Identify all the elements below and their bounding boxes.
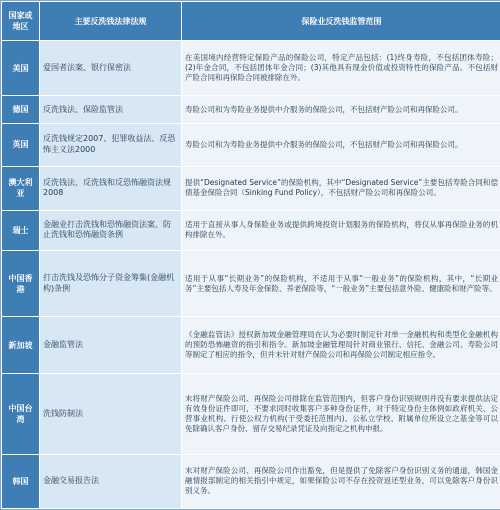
laws-cell: 洗钱防制法 (40, 374, 182, 454)
region-cell: 澳大利亚 (2, 166, 40, 210)
table-row (2, 250, 500, 316)
region-cell: 美国 (2, 41, 40, 96)
laws-cell: 金融业打击洗钱和恐怖融资法案、防止洗钱和恐怖融资条例 (40, 210, 182, 250)
header-region: 国家或 地区 (2, 2, 40, 41)
scope-cell: 《金融监管法》授权新加坡金融管理局在认为必要时制定针对单一金融机构和类型化金融机构的预防恐怖融资的指引和指令。新加坡金融管理局针对商业银行、信托、金融公司、寿险公司等制定了相应的指令，但并未针对财产保险公司和再保险公司制定相应指令。 (182, 317, 500, 374)
laws-cell: 金融交易报告法 (40, 454, 182, 508)
laws-cell: 爱国者法案、银行保密法 (40, 41, 182, 96)
region-cell: 瑞士 (2, 210, 40, 250)
laws-cell: 金融监管法 (40, 317, 182, 374)
laws-cell: 反洗钱规定2007、犯罪收益法、反恐怖主义法2000 (40, 124, 182, 166)
table-row (2, 317, 500, 374)
table-row (2, 210, 500, 250)
scope-cell: 寿险公司和为寿险业务提供中介服务的保险公司，不包括财产险公司和再保险公司。 (182, 124, 500, 166)
table-row (2, 96, 500, 124)
region-cell: 新加坡 (2, 317, 40, 374)
region-cell: 英国 (2, 124, 40, 166)
header-scope: 保险业反洗钱监管范围 (182, 2, 500, 41)
region-cell: 中国台湾 (2, 374, 40, 454)
header-laws: 主要反洗钱法律法规 (40, 2, 182, 41)
table-row (2, 124, 500, 166)
table-row (2, 374, 500, 454)
region-cell: 德国 (2, 96, 40, 124)
scope-cell: 未对财产保险公司、再保险公司作出豁免，但是提供了免除客户身份识别义务的通道，韩国金融情报部制定的相关指引中规定，如果保险公司不存在投资返还型业务，可以免除客户身份识别义务。 (182, 454, 500, 508)
table-row (2, 454, 500, 508)
table-header-row (2, 2, 500, 41)
region-cell: 韩国 (2, 454, 40, 508)
table-row (2, 41, 500, 96)
table-row (2, 166, 500, 210)
scope-cell: 提供“Designated Service”的保险机构，其中“Designated Service”主要包括寿险合同和偿债基金保险合同（Sinking Fund Policy），不包括财产险公司和再保险公司。 (182, 166, 500, 210)
laws-cell: 反洗钱法、反洗钱和反恐怖融资法规2008 (40, 166, 182, 210)
aml-regulation-table (1, 1, 500, 509)
region-cell: 中国香港 (2, 250, 40, 316)
scope-cell: 适用于从事“长期业务”的保险机构，不适用于从事“一般业务”的保险机构，其中，“长期业务”主要包括人寿及年金保险、养老保险等，“一般业务”主要包括意外险、健康险和财产险等。 (182, 250, 500, 316)
scope-cell: 寿险公司和为寿险业务提供中介服务的保险公司，不包括财产险公司和再保险公司。 (182, 96, 500, 124)
laws-cell: 反洗钱法、保险监管法 (40, 96, 182, 124)
scope-cell: 在美国境内经营特定保险产品的保险公司，特定产品包括：(1)终身寿险，不包括团体寿险；(2)年金合同，不包括团体年金合同；(3)其他具有现金价值或投资特性的保险产品。不包括财产险合同和再保险合同被排除在外。 (182, 41, 500, 96)
scope-cell: 适用于直接从事人身保险业务或提供跨境投资计划服务的保险机构，将仅从事再保险业务的机构排除在外。 (182, 210, 500, 250)
laws-cell: 打击洗钱及恐怖分子资金筹集(金融机构)条例 (40, 250, 182, 316)
scope-cell: 未将财产保险公司、再保险公司排除在监管范围内，但客户身份识别规则并没有要求提供法定有效身份证件即可，不要求同时收集客户多种身份证件，对于特定身份主体例如政府机关、公营事业机构、行使公权力机构(于受委托范围内)、公私立学校、附属单位所设立之基金等可以免除确认客户身份、留存交易纪录凭证及向指定之机构申报。 (182, 374, 500, 454)
